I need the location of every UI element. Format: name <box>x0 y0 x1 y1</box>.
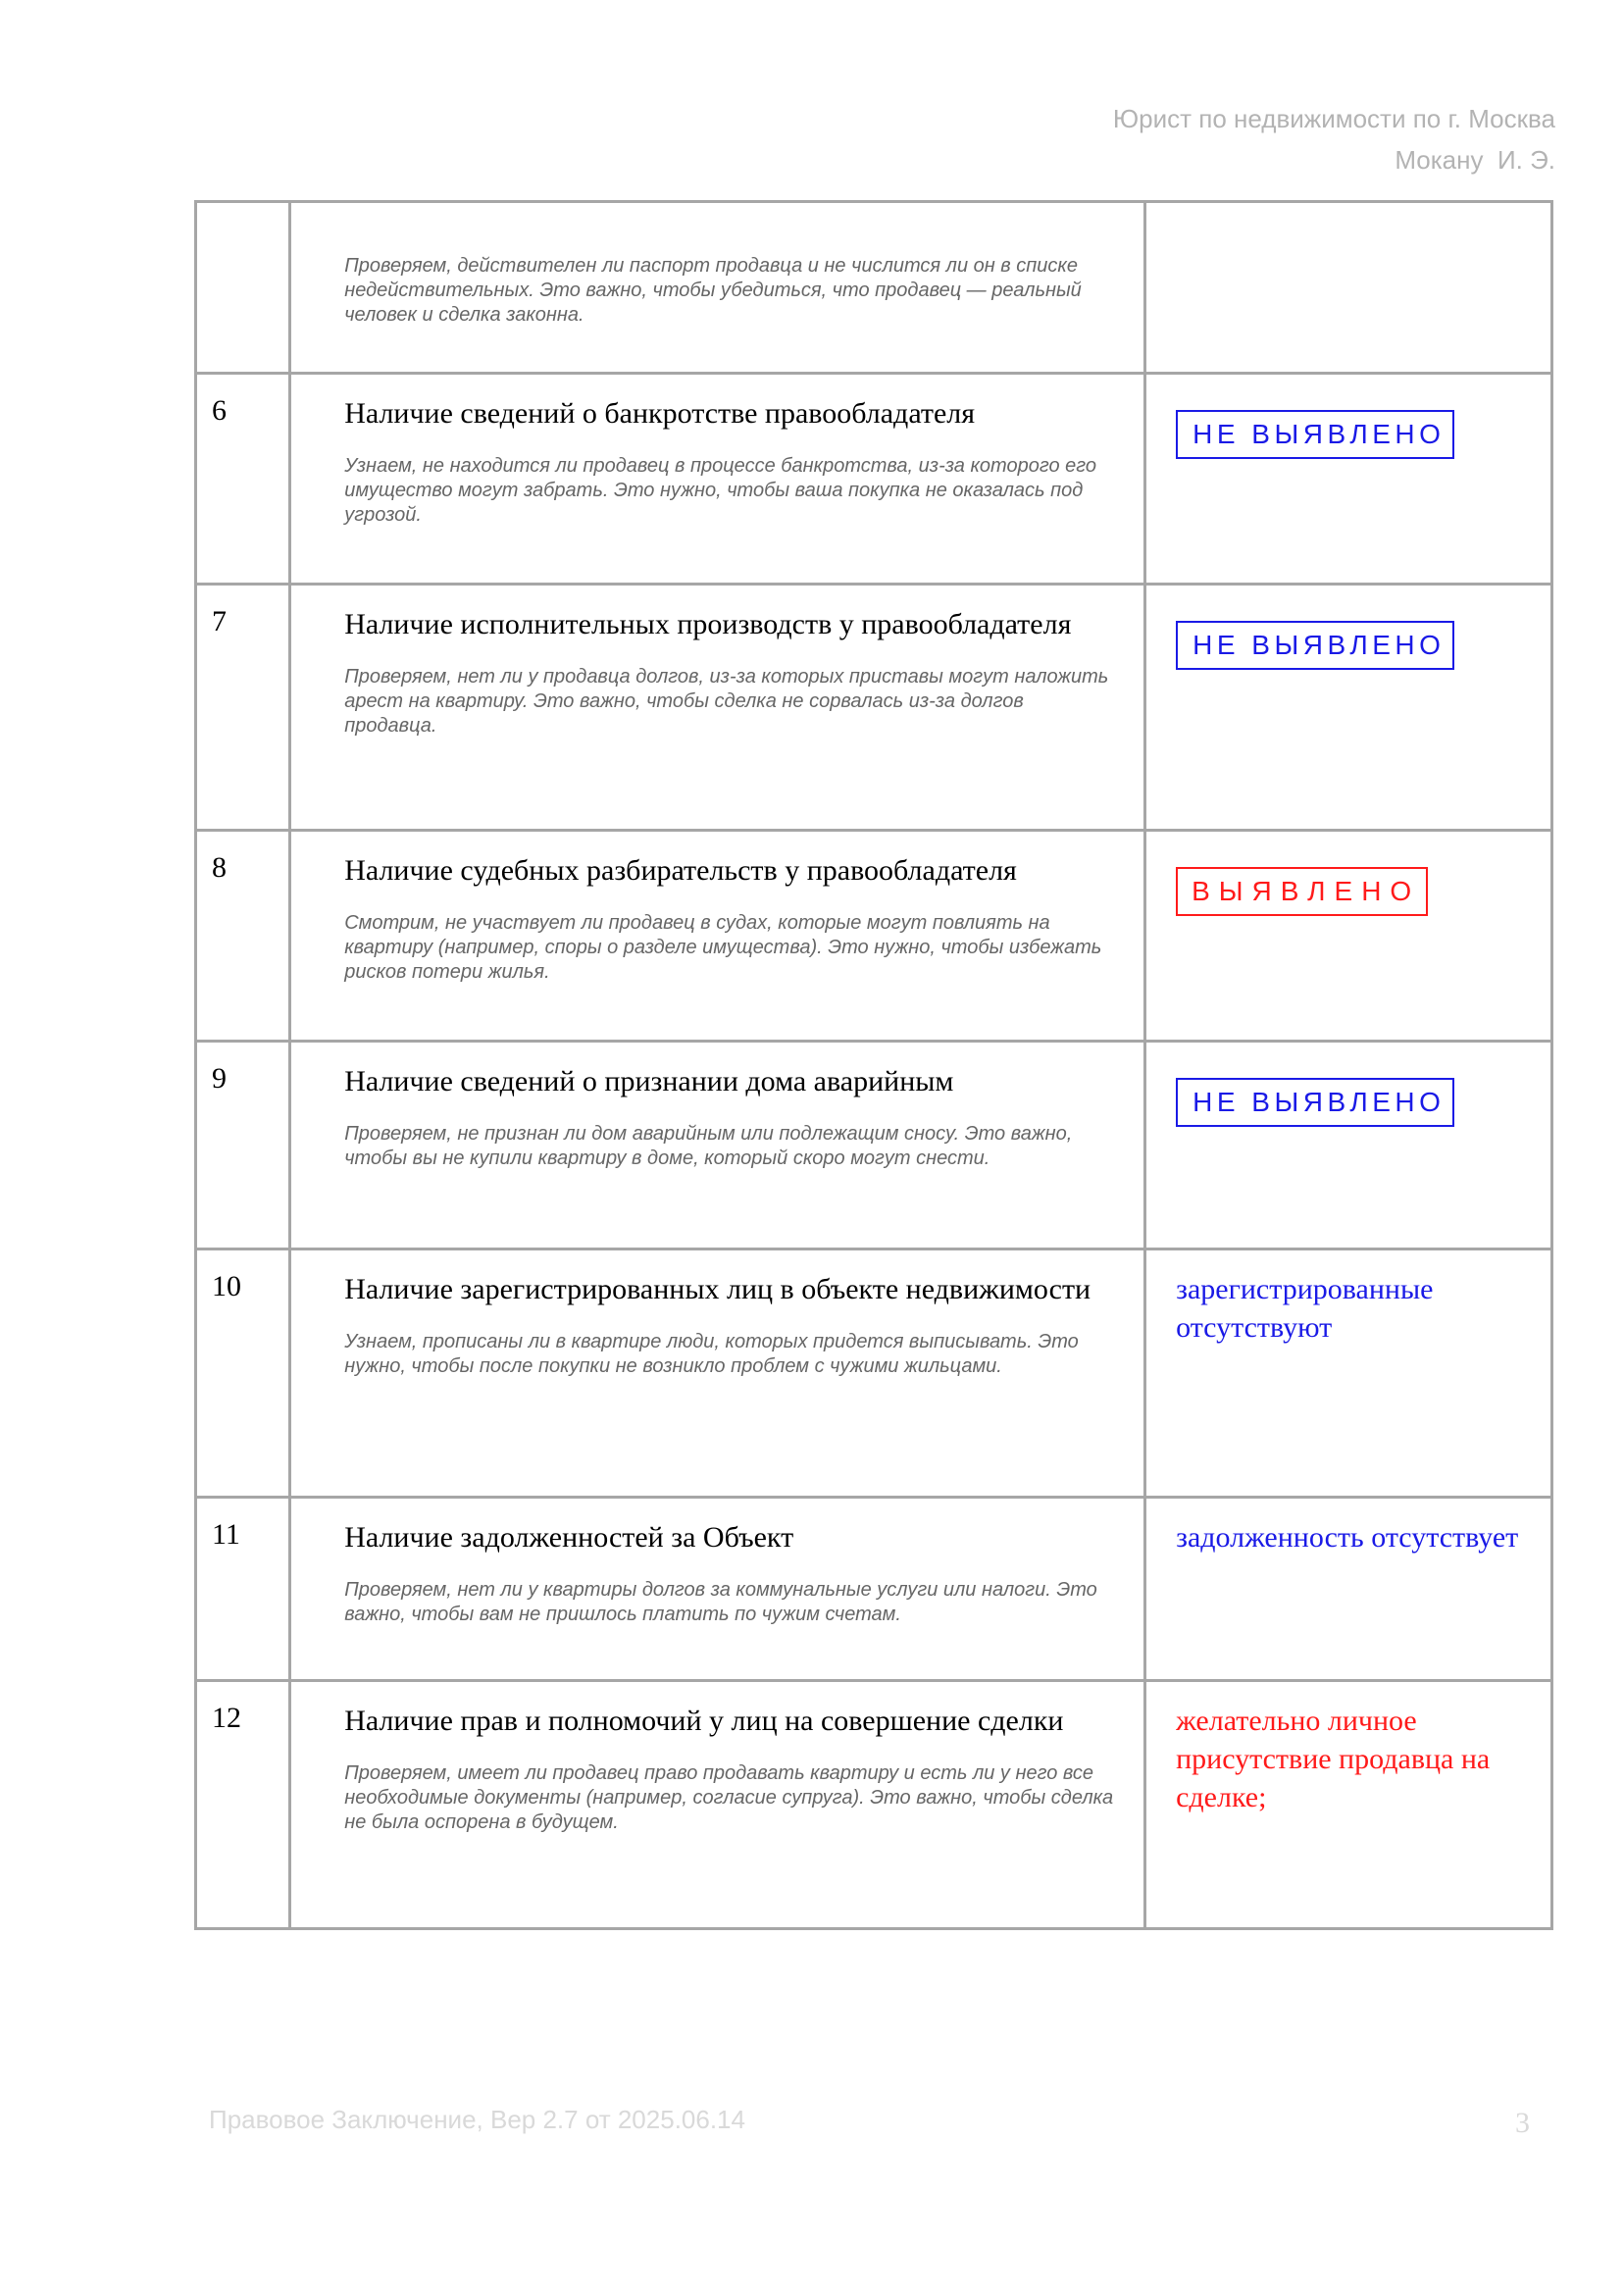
table-row <box>196 585 1552 831</box>
row-result <box>1145 1042 1552 1249</box>
table-row <box>196 1681 1552 1929</box>
page-header <box>1113 98 1555 180</box>
row-note: Проверяем, нет ли у продавца долгов, из-за которых приставы могут наложить арест на квартиру. Это важно, чтобы сделка не сорвалась из-за долгов продавца. <box>344 666 1109 737</box>
row-result <box>1145 831 1552 1042</box>
row-result <box>1145 585 1552 831</box>
row-title: Наличие сведений о банкротстве правообладателя <box>344 397 976 430</box>
table-row <box>196 374 1552 585</box>
row-number: 9 <box>196 1042 290 1249</box>
status-badge-not-found: НЕ ВЫЯВЛЕНО <box>1176 410 1454 459</box>
row-title: Наличие задолженностей за Объект <box>344 1521 794 1554</box>
row-number: 8 <box>196 831 290 1042</box>
footer-version: Правовое Заключение, Вер 2.7 от 2025.06.14 <box>209 2105 745 2134</box>
row-note: Смотрим, не участвует ли продавец в судах, которые могут повлиять на квартиру (например, споры о разделе имущества). Это нужно, чтобы избежать рисков потери жилья. <box>344 912 1102 983</box>
row-result <box>1145 202 1552 374</box>
row-description <box>290 1498 1145 1681</box>
row-title: Наличие судебных разбирательств у правообладателя <box>344 854 1017 887</box>
row-description <box>290 202 1145 374</box>
row-title: Наличие прав и полномочий у лиц на совершение сделки <box>344 1705 1064 1737</box>
row-number: 6 <box>196 374 290 585</box>
status-badge-not-found: НЕ ВЫЯВЛЕНО <box>1176 1078 1454 1127</box>
result-text: задолженность отсутствует <box>1176 1521 1519 1554</box>
row-description <box>290 585 1145 831</box>
row-number: 7 <box>196 585 290 831</box>
row-description <box>290 1042 1145 1249</box>
row-result <box>1145 374 1552 585</box>
row-description <box>290 1681 1145 1929</box>
row-note: Узнаем, прописаны ли в квартире люди, которых придется выписывать. Это нужно, чтобы после покупки не возникло проблем с чужими жильцами. <box>344 1331 1079 1377</box>
header-line-2: Мокану И. Э. <box>1395 145 1555 175</box>
row-result <box>1145 1498 1552 1681</box>
result-text: желательно личное присутствие продавца на сделке; <box>1176 1705 1491 1813</box>
table-row <box>196 1498 1552 1681</box>
row-number <box>196 202 290 374</box>
row-result <box>1145 1249 1552 1498</box>
row-number: 10 <box>196 1249 290 1498</box>
row-number: 12 <box>196 1681 290 1929</box>
checks-table <box>194 200 1553 1930</box>
row-title: Наличие сведений о признании дома аварийным <box>344 1065 954 1097</box>
table-row <box>196 1042 1552 1249</box>
row-description <box>290 831 1145 1042</box>
row-note: Проверяем, нет ли у квартиры долгов за коммунальные услуги или налоги. Это важно, чтобы вам не пришлось платить по чужим счетам. <box>344 1579 1097 1625</box>
row-description <box>290 374 1145 585</box>
table-row <box>196 831 1552 1042</box>
status-badge-not-found: НЕ ВЫЯВЛЕНО <box>1176 621 1454 670</box>
status-badge-found: ВЫЯВЛЕНО <box>1176 867 1428 916</box>
result-text: зарегистрированные отсутствуют <box>1176 1273 1434 1344</box>
row-title: Наличие зарегистрированных лиц в объекте недвижимости <box>344 1273 1091 1305</box>
row-note: Проверяем, имеет ли продавец право продавать квартиру и есть ли у него все необходимые документы (например, согласие супруга). Это важно, чтобы сделка не была оспорена в будущем. <box>344 1762 1114 1833</box>
row-result <box>1145 1681 1552 1929</box>
table-row <box>196 202 1552 374</box>
row-description <box>290 1249 1145 1498</box>
row-number: 11 <box>196 1498 290 1681</box>
table-row <box>196 1249 1552 1498</box>
header-line-1: Юрист по недвижимости по г. Москва <box>1112 104 1555 133</box>
row-note: Узнаем, не находится ли продавец в процессе банкротства, из-за которого его имущество могут забрать. Это нужно, чтобы ваша покупка не оказалась под угрозой. <box>344 455 1097 526</box>
row-note: Проверяем, действителен ли паспорт продавца и не числится ли он в списке недействительных. Это важно, чтобы убедиться, что продавец — реальный человек и сделка законна. <box>344 255 1082 326</box>
page-number: 3 <box>1515 2107 1530 2139</box>
row-note: Проверяем, не признан ли дом аварийным или подлежащим сносу. Это важно, чтобы вы не купили квартиру в доме, который скоро могут снести. <box>344 1123 1073 1169</box>
row-title: Наличие исполнительных производств у правообладателя <box>344 608 1072 640</box>
